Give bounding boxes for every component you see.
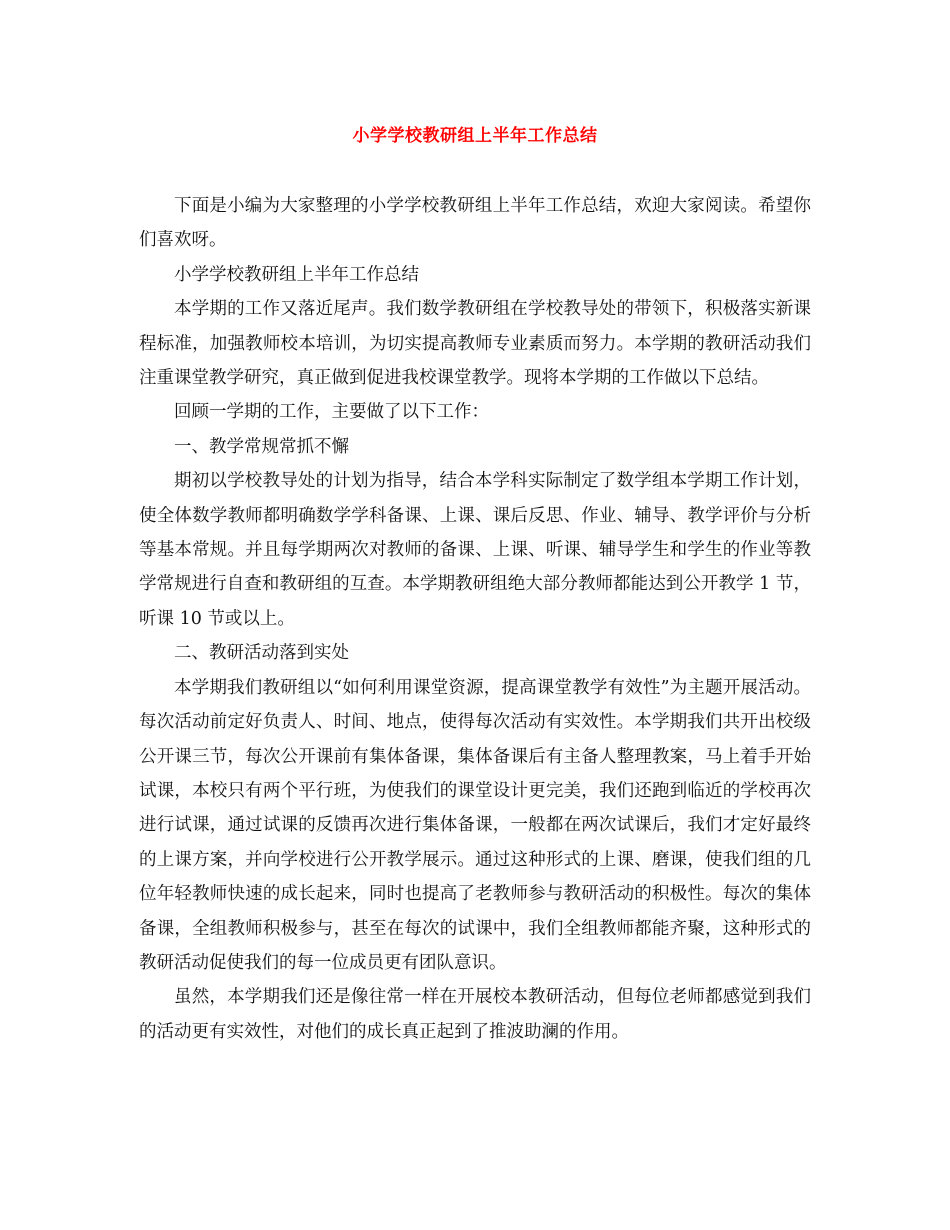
document-body (139, 189, 811, 1049)
paragraph-conclusion: 虽然，本学期我们还是像往常一样在开展校本教研活动，但每位老师都感觉到我们的活动更有实效性，对他们的成长真正起到了推波助澜的作用。 (139, 987, 811, 1042)
document-title: 小学学校教研组上半年工作总结 (352, 126, 598, 146)
section-heading-research: 二、教研活动落到实处 (174, 643, 349, 664)
section-heading-routine: 一、教学常规常抓不懈 (174, 436, 349, 457)
paragraph-subtitle: 小学学校教研组上半年工作总结 (174, 264, 419, 285)
paragraph-routine: 期初以学校教导处的计划为指导，结合本学科实际制定了数学组本学期工作计划，使全体数学教师都明确数学学科备课、上课、课后反思、作业、辅导、教学评价与分析等基本常规。并且每学期两次对教师的备课、上课、听课、辅导学生和学生的作业等教学常规进行自查和教研组的互查。本学期教研组绝大部分教师都能达到公开教学 1 节，听课 10 节或以上。 (139, 471, 811, 629)
paragraph-research: 本学期我们教研组以“如何利用课堂资源，提高课堂教学有效性”为主题开展活动。每次活动前定好负责人、时间、地点，使得每次活动有实效性。本学期我们共开出校级公开课三节，每次公开课前有集体备课，集体备课后有主备人整理教案，马上着手开始试课，本校只有两个平行班，为使我们的课堂设计更完美，我们还跑到临近的学校再次进行试课，通过试课的反馈再次进行集体备课，一般都在两次试课后，我们才定好最终的上课方案，并向学校进行公开教学展示。通过这种形式的上课、磨课，使我们组的几位年轻教师快速的成长起来，同时也提高了老教师参与教研活动的积极性。每次的集体备课，全组教师积极参与，甚至在每次的试课中，我们全组教师都能齐聚，这种形式的教研活动促使我们的每一位成员更有团队意识。 (139, 677, 811, 973)
paragraph-overview: 本学期的工作又落近尾声。我们数学教研组在学校教导处的带领下，积极落实新课程标准，加强教师校本培训，为切实提高教师专业素质而努力。本学期的教研活动我们注重课堂教学研究，真正做到促进我校课堂教学。现将本学期的工作做以下总结。 (139, 299, 811, 389)
paragraph-review: 回顾一学期的工作，主要做了以下工作： (174, 402, 489, 423)
paragraph-intro: 下面是小编为大家整理的小学学校教研组上半年工作总结，欢迎大家阅读。希望你们喜欢呀。 (139, 196, 811, 251)
